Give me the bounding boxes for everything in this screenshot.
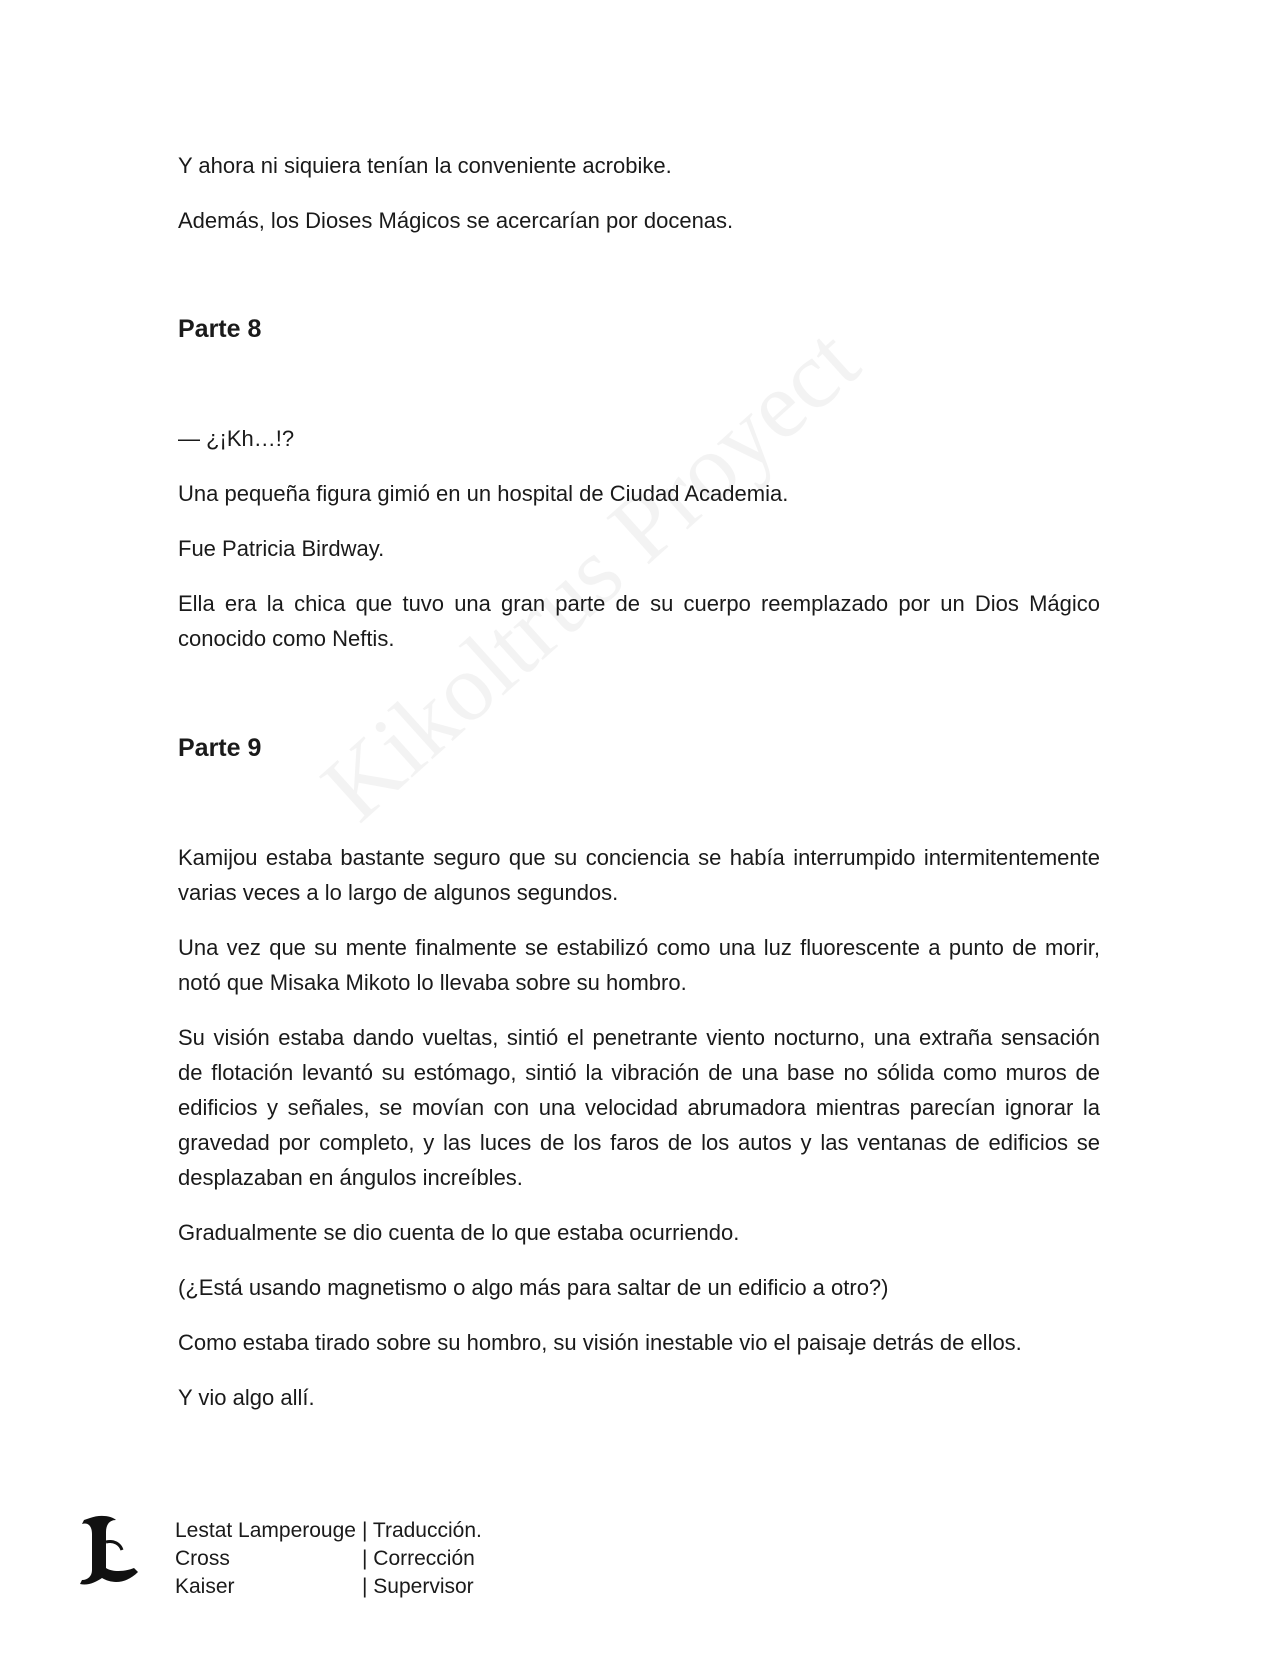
credit-role: | Supervisor	[362, 1575, 474, 1598]
paragraph: Además, los Dioses Mágicos se acercarían por docenas.	[178, 208, 734, 233]
credit-row	[175, 1517, 482, 1545]
credit-name: Cross	[175, 1547, 230, 1570]
page-content	[178, 148, 1100, 1415]
paragraph: Su visión estaba dando vueltas, sintió el penetrante viento nocturno, una extraña sensación de flotación levantó su estómago, sintió la vibración de una base no sólida como muros de edificios y señales, se movían con una velocidad abrumadora mientras parecían ignorar la gravedad por completo, y las luces de los faros de los autos y las ventanas de edificios se desplazaban en ángulos increíbles.	[178, 1025, 1100, 1190]
credit-role: | Corrección	[362, 1547, 475, 1570]
paragraph: Una pequeña figura gimió en un hospital de Ciudad Academia.	[178, 481, 789, 506]
credit-name: Lestat Lamperouge	[175, 1519, 356, 1542]
credits-footer	[175, 1517, 482, 1601]
paragraph: Kamijou estaba bastante seguro que su conciencia se había interrumpido intermitentemente varias veces a lo largo de algunos segundos.	[178, 845, 1100, 905]
paragraph: Una vez que su mente finalmente se estabilizó como una luz fluorescente a punto de morir, notó que Misaka Mikoto lo llevaba sobre su hombro.	[178, 935, 1100, 995]
paragraph: — ¿¡Kh…!?	[178, 426, 295, 451]
paragraph: Como estaba tirado sobre su hombro, su visión inestable vio el paisaje detrás de ellos.	[178, 1330, 1022, 1355]
blackletter-l-logo	[76, 1512, 142, 1588]
section-heading: Parte 8	[178, 315, 262, 343]
paragraph: Y vio algo allí.	[178, 1385, 315, 1410]
paragraph: Y ahora ni siquiera tenían la conveniente acrobike.	[178, 153, 672, 178]
paragraph: Ella era la chica que tuvo una gran parte de su cuerpo reemplazado por un Dios Mágico conocido como Neftis.	[178, 591, 1100, 651]
credit-row	[175, 1573, 482, 1601]
paragraph: Fue Patricia Birdway.	[178, 536, 385, 561]
paragraph: Gradualmente se dio cuenta de lo que estaba ocurriendo.	[178, 1220, 740, 1245]
paragraph: (¿Está usando magnetismo o algo más para saltar de un edificio a otro?)	[178, 1275, 889, 1300]
section-heading: Parte 9	[178, 734, 262, 762]
credit-name: Kaiser	[175, 1575, 235, 1598]
credit-role: | Traducción.	[362, 1519, 482, 1542]
credit-row	[175, 1545, 482, 1573]
